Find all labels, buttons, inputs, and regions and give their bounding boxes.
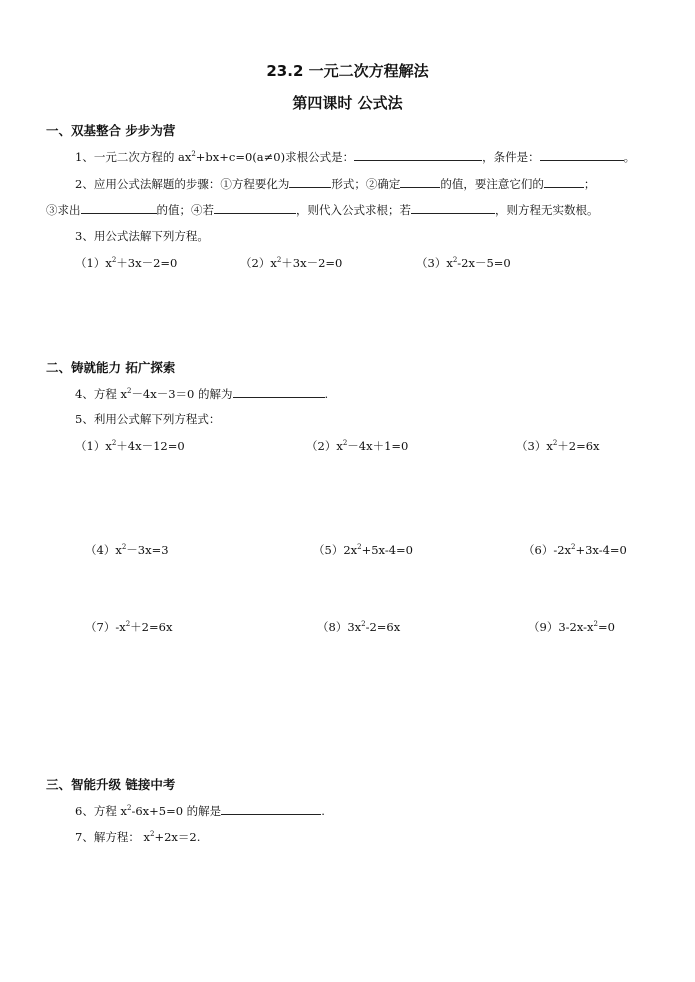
problem-3-3: $(3)x^2-2x-5=0$ bbox=[416, 256, 511, 270]
problem-5-5: $(5)2x^2+5x-4=0$ bbox=[313, 543, 413, 557]
question-2-line-2: ③求出 的值；④若 ，则代入公式求根；若 ，则方程无实数根。 bbox=[46, 203, 599, 217]
answer-blank[interactable] bbox=[221, 802, 321, 815]
section-heading-1: 一、双基整合 步步为营 bbox=[46, 123, 176, 138]
problem-5-7: $(7)-x^2+2=6x$ bbox=[85, 620, 173, 634]
answer-blank[interactable] bbox=[214, 201, 296, 214]
question-2-line-1: 2、应用公式法解题的步骤：①方程要化为 形式；②确定 的值，要注意它们的 ； bbox=[75, 177, 596, 191]
answer-blank[interactable] bbox=[81, 201, 157, 214]
question-7: 7、解方程： $x^2+2x=2$. bbox=[75, 830, 201, 844]
problem-5-9: $(9)3-2x-x^2=0$ bbox=[528, 620, 615, 634]
answer-blank[interactable] bbox=[289, 175, 331, 188]
answer-blank[interactable] bbox=[411, 201, 495, 214]
page-subtitle: 第四课时 公式法 bbox=[292, 94, 403, 112]
question-3-label: 3、用公式法解下列方程。 bbox=[75, 229, 209, 243]
problem-5-2: $(2)x^2-4x+1=0$ bbox=[306, 439, 409, 453]
question-5-label: 5、利用公式解下列方程式： bbox=[75, 412, 221, 426]
problem-5-8: $(8)3x^2-2=6x$ bbox=[317, 620, 401, 634]
question-6: 6、方程 $x^2-6x+5=0$ 的解是 . bbox=[75, 804, 325, 818]
answer-blank[interactable] bbox=[354, 148, 482, 161]
question-1: 1、一元二次方程的 $ax^2+bx+c=0(a\ne 0)$求根公式是： ，条件是： 。 bbox=[75, 150, 636, 164]
problem-3-1: $(1)x^2+3x-2=0$ bbox=[75, 256, 178, 270]
problem-5-1: $(1)x^2+4x-12=0$ bbox=[75, 439, 185, 453]
answer-blank[interactable] bbox=[400, 175, 440, 188]
page-title: 23.2 一元二次方程解法 bbox=[266, 62, 429, 80]
section-heading-3: 三、智能升级 链接中考 bbox=[46, 777, 176, 792]
answer-blank[interactable] bbox=[540, 148, 624, 161]
problem-5-4: $(4)x^2-3x=3$ bbox=[85, 543, 169, 557]
answer-blank[interactable] bbox=[233, 385, 325, 398]
problem-3-2: $(2)x^2+3x-2=0$ bbox=[240, 256, 343, 270]
problem-5-6: $(6)-2x^2+3x-4=0$ bbox=[523, 543, 627, 557]
problem-5-3: $(3)x^2+2=6x$ bbox=[516, 439, 600, 453]
answer-blank[interactable] bbox=[544, 175, 584, 188]
question-4: 4、方程 $x^2-4x-3=0$ 的解为 . bbox=[75, 387, 329, 401]
section-heading-2: 二、铸就能力 拓广探索 bbox=[46, 360, 176, 375]
